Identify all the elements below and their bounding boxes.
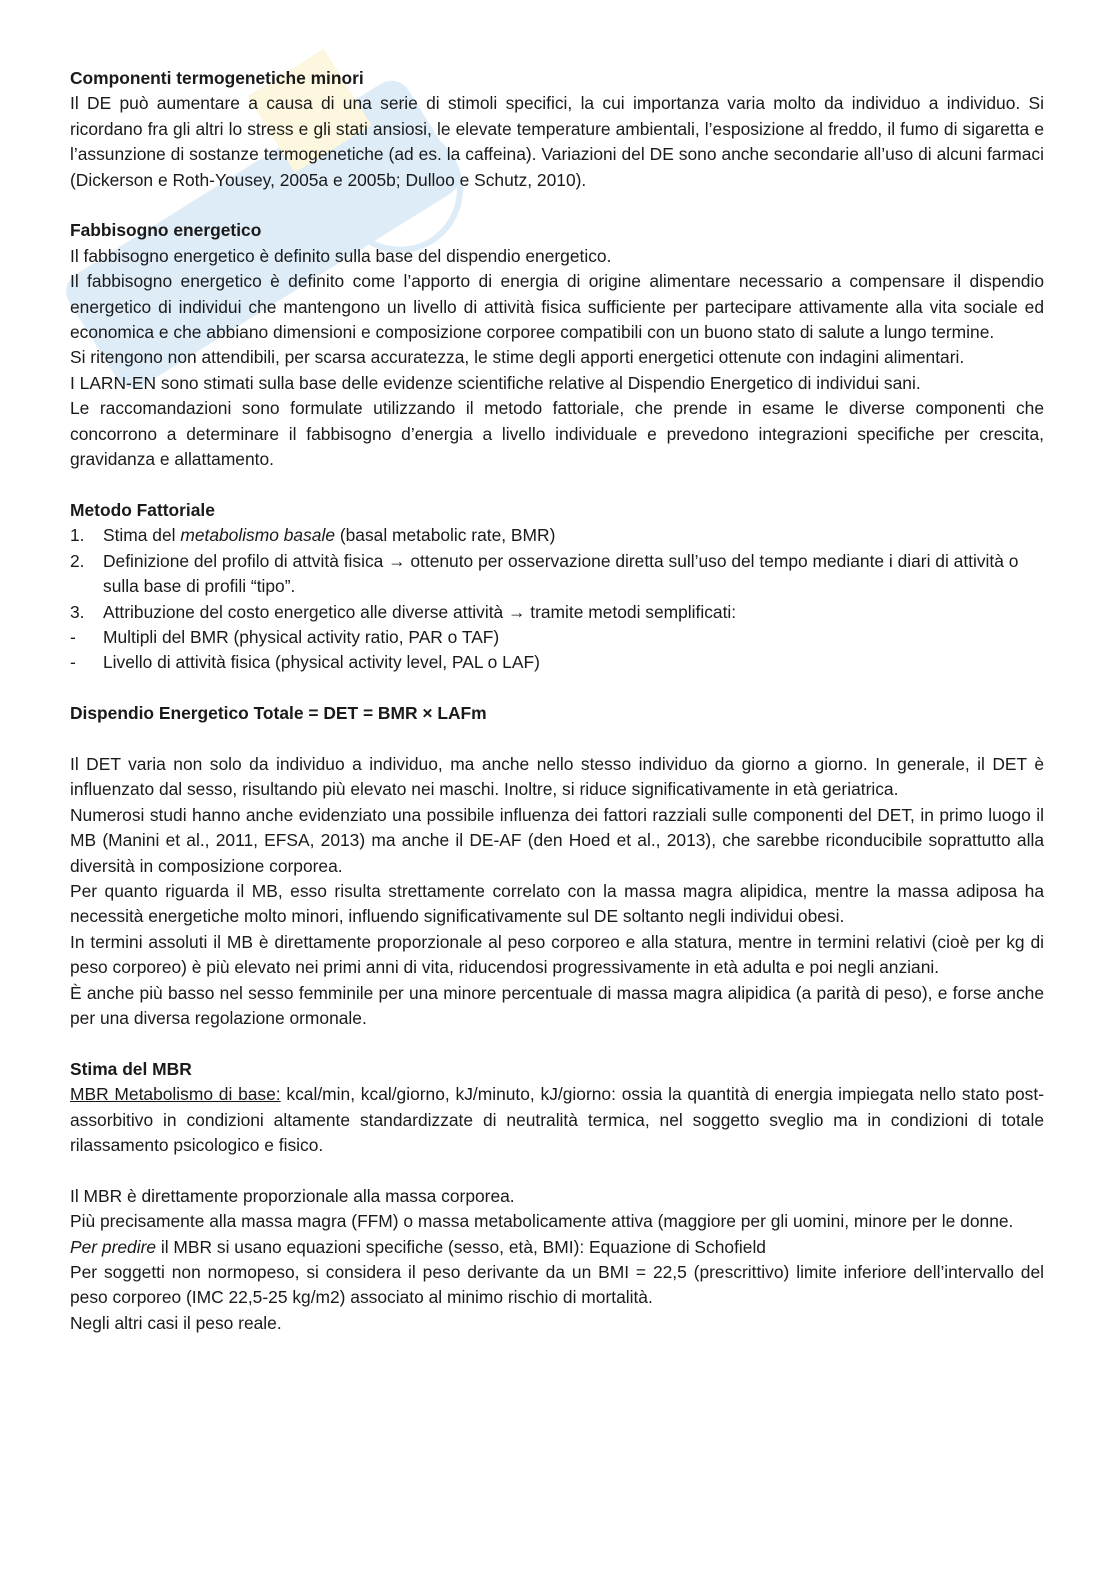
paragraph: Le raccomandazioni sono formulate utilizzando il metodo fattoriale, che prende in esame le diverse componenti che concorrono a determinare il fabbisogno d’energia a livello individuale e prevedono integrazioni specifiche per crescita, gravidanza e allattamento.: [70, 398, 1044, 470]
list-item: [70, 549, 1044, 600]
list-text: Stima del metabolismo basale (basal metabolic rate, BMR): [103, 525, 556, 546]
paragraph: I LARN-EN sono stimati sulla base delle evidenze scientifiche relative al Dispendio Energetico di individui sani.: [70, 372, 921, 393]
list-item: [70, 650, 1044, 675]
definition-paragraph: MBR Metabolismo di base: kcal/min, kcal/giorno, kJ/minuto, kJ/giorno: ossia la quantità di energia impiegata nello stato post-assorbitivo in condizioni altamente standardizzate di neutralità termica, nel soggetto sveglio ma in condizioni di totale rilassamento psicologico e fisico.: [70, 1084, 1044, 1155]
section-title: Dispendio Energetico Totale = DET = BMR × LAFm: [70, 703, 487, 724]
list-text: Attribuzione del costo energetico alle diverse attività → tramite metodi semplificati:: [103, 601, 737, 622]
list-marker: -: [70, 652, 76, 673]
definition-term: MBR Metabolismo di base:: [70, 1084, 281, 1105]
list-item: [70, 523, 1044, 548]
paragraph: Il DE può aumentare a causa di una serie di stimoli specifici, la cui importanza varia molto da individuo a individuo. Si ricordano fra gli altri lo stress e gli stati ansiosi, le elevate temperature ambientali, l’esposizione al freddo, il fumo di sigaretta e l’assunzione di sostanze termogenetiche (ad es. la caffeina). Variazioni del DE sono anche secondarie all’uso di alcuni farmaci (Dickerson e Roth-Yousey, 2005a e 2005b; Dulloo e Schutz, 2010).: [70, 93, 1044, 190]
list-text: Multipli del BMR (physical activity ratio, PAR o TAF): [103, 626, 500, 647]
document-page: [70, 66, 1044, 1336]
paragraph: Per predire il MBR si usano equazioni specifiche (sesso, età, BMI): Equazione di Schofield: [70, 1236, 766, 1257]
paragraph: Si ritengono non attendibili, per scarsa accuratezza, le stime degli apporti energetici ottenute con indagini alimentari.: [70, 347, 965, 368]
section-title: Metodo Fattoriale: [70, 499, 215, 520]
paragraph: Negli altri casi il peso reale.: [70, 1312, 282, 1333]
paragraph: Il fabbisogno energetico è definito come l’apporto di energia di origine alimentare necessario a compensare il dispendio energetico di individui che mantengono un livello di attività fisica sufficiente per partecipare attivamente alla vita sociale ed economica e che abbiano dimensioni e composizione corporee compatibili con un buono stato di salute a lungo termine.: [70, 271, 1044, 343]
list-item: [70, 625, 1044, 650]
list-text: Definizione del profilo di attvità fisica → ottenuto per osservazione diretta sull’uso del tempo mediante i diari di attività o sulla base di profili “tipo”.: [103, 550, 1019, 597]
paragraph: Il fabbisogno energetico è definito sulla base del dispendio energetico.: [70, 245, 612, 266]
section-title: Fabbisogno energetico: [70, 220, 262, 241]
list-item: [70, 600, 1044, 625]
paragraph: Per soggetti non normopeso, si considera il peso derivante da un BMI = 22,5 (prescrittivo) limite inferiore dell’intervallo del peso corporeo (IMC 22,5-25 kg/m2) associato al minimo rischio di mortalità.: [70, 1262, 1044, 1308]
paragraph: È anche più basso nel sesso femminile per una minore percentuale di massa magra alipidica (a parità di peso), e forse anche per una diversa regolazione ormonale.: [70, 982, 1044, 1028]
list-marker: 1.: [70, 525, 85, 546]
list-marker: -: [70, 626, 76, 647]
list-marker: 3.: [70, 601, 85, 622]
paragraph: Il DET varia non solo da individuo a individuo, ma anche nello stesso individuo da giorno a giorno. In generale, il DET è influenzato dal sesso, risultando più elevato nei maschi. Inoltre, si riduce significativamente in età geriatrica.: [70, 753, 1044, 800]
list-marker: 2.: [70, 550, 85, 571]
numbered-list: [70, 523, 1044, 625]
section-title: Stima del MBR: [70, 1058, 192, 1079]
list-text: Livello di attività fisica (physical activity level, PAL o LAF): [103, 652, 540, 673]
section-title: Componenti termogenetiche minori: [70, 68, 364, 88]
paragraph: Numerosi studi hanno anche evidenziato una possibile influenza dei fattori razziali sulle componenti del DET, in primo luogo il MB (Manini et al., 2011, EFSA, 2013) ma anche il DE-AF (den Hoed et al., 2013), che sarebbe riconducibile soprattutto alla diversità in composizione corporea.: [70, 804, 1044, 876]
paragraph: Più precisamente alla massa magra (FFM) o massa metabolicamente attiva (maggiore per gli uomini, minore per le donne.: [70, 1211, 1014, 1232]
paragraph: Per quanto riguarda il MB, esso risulta strettamente correlato con la massa magra alipidica, mentre la massa adiposa ha necessità energetiche molto minori, influendo significativamente sul DE soltanto negli individui obesi.: [70, 880, 1044, 927]
bullet-list: [70, 625, 1044, 676]
paragraph: In termini assoluti il MB è direttamente proporzionale al peso corporeo e alla statura, mentre in termini relativi (cioè per kg di peso corporeo) è più elevato nei primi anni di vita, riducendosi progressivamente in età adulta e poi negli anziani.: [70, 931, 1044, 978]
paragraph: Il MBR è direttamente proporzionale alla massa corporea.: [70, 1185, 515, 1206]
